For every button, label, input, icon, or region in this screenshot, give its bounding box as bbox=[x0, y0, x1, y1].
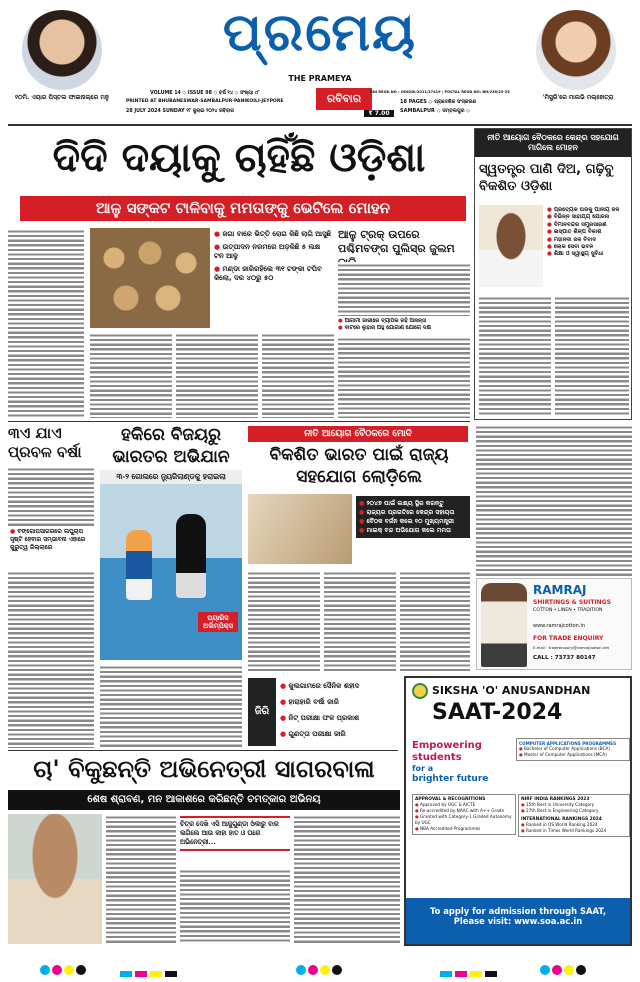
price-label: ₹ 7.00 bbox=[364, 110, 394, 117]
lead-bullets bbox=[214, 230, 332, 283]
player-left bbox=[126, 530, 152, 600]
reg-dot bbox=[296, 965, 306, 975]
lead-text-col4 bbox=[262, 332, 334, 418]
sagarbala-text-c bbox=[294, 814, 400, 944]
soa-cta-line-2: Please visit: www.soa.ac.in bbox=[453, 916, 583, 926]
reg-dot bbox=[320, 965, 330, 975]
mohan-kicker: ନୀତି ଆୟୋଗ ବୈଠକରେ କେନ୍ଦ୍ର ସହଯୋଗ ମାଗିଲେ ମୋହନ bbox=[475, 129, 631, 157]
ramraj-model bbox=[481, 583, 527, 667]
sagarbala-pullquote: ଚିତ୍ର ଦେଖି ଏସି ଆଜୁଗୁଣ୍ଡା ଓଁକାରୁ ବାର ଲଗିଲେ ଆଉ କାହା ହାତ ଓ ଘରେ ଅଭିନେତ୍ରୀ... bbox=[180, 816, 290, 851]
mohan-text-b bbox=[555, 295, 629, 417]
ramraj-tagline: SHIRTINGS & SUITINGS bbox=[533, 599, 611, 606]
reg-dot bbox=[564, 965, 574, 975]
niti-bottom-bullet: ● ନିଟ୍ ପରୀକ୍ଷା ଫଳ ପ୍ରକାଶ bbox=[280, 710, 470, 726]
mohan-box bbox=[474, 128, 632, 420]
niti-text-c bbox=[400, 570, 470, 672]
mohan-photo bbox=[479, 205, 543, 287]
masthead bbox=[0, 0, 640, 125]
soa-tag-3: for a bbox=[412, 764, 434, 773]
reg-bar bbox=[485, 971, 497, 977]
reg-bar bbox=[135, 971, 147, 977]
hockey-subhead: ୩-୨ ଗୋଲରେ ନ୍ୟୁଜିଲାଣ୍ଡକୁ ହରାଇଲା bbox=[100, 470, 242, 484]
reg-dot bbox=[64, 965, 74, 975]
soa-intl: ● Ranked in QS World Ranking 2024 bbox=[521, 822, 627, 828]
soa-programmes bbox=[516, 738, 630, 761]
soa-tag-4: brighter future bbox=[412, 774, 489, 784]
side-headline: ଆଳୁ ଟ୍ରକ୍ ଉପରେ ପଶ୍ଚିମବଙ୍ଗ ପୁଲିସ୍‌ର ଜୁଲମ bbox=[338, 228, 455, 255]
hockey-text bbox=[100, 664, 242, 748]
lead-text-col2 bbox=[90, 332, 172, 418]
reg-dot bbox=[576, 965, 586, 975]
rain-text bbox=[8, 466, 94, 526]
reg-bar bbox=[120, 971, 132, 977]
rni-line: RNI REGD NO : ODIODI/2011/37419 | POSTAL REGD NO: BH/236/23-25 bbox=[370, 90, 510, 94]
niti-bullet: ● ବୈଠକ ବର୍ଜନ କଲେ ୧୦ ମୁଖ୍ୟମନ୍ତ୍ରୀ bbox=[359, 517, 467, 526]
modi-photo bbox=[248, 494, 352, 564]
reg-dot bbox=[52, 965, 62, 975]
reg-bar bbox=[165, 971, 177, 977]
soa-ad bbox=[404, 676, 632, 946]
reg-dot bbox=[540, 965, 550, 975]
reg-bar bbox=[470, 971, 482, 977]
rain-bullet: ● ବଙ୍ଗୋପସାଗରରେ ଲଘୁଚାପ ସୃଷ୍ଟି ହେବାର ସମ୍ଭାବନା ଏହାରେ ଗୁରୁତ୍ୱ ଜିଲ୍ଲାରେ bbox=[10, 528, 94, 552]
newspaper-title: ପ୍ରମେୟ bbox=[222, 2, 418, 63]
niti-bottom-bullet: ● କୁଲଗାମରେ ସୈନିକ ଶହୀଦ bbox=[280, 678, 470, 694]
soa-programme: ● Bachelor of Computer Applications (BCA) bbox=[519, 746, 627, 752]
soa-approval-title: APPROVAL & RECOGNITIONS bbox=[415, 797, 486, 802]
soa-cta-line-1: To apply for admission through SAAT, bbox=[429, 906, 607, 916]
niti-bullet: ● ରାଜ୍ୟର ପ୍ରଗତିରେ କେନ୍ଦ୍ର ସହାୟତା bbox=[359, 508, 467, 517]
ramraj-email: E-mail : tradeenquiry@ramrajcotton.net bbox=[533, 645, 610, 650]
reg-dot bbox=[40, 965, 50, 975]
reg-dot bbox=[308, 965, 318, 975]
sagarbala-photo bbox=[8, 814, 102, 944]
ramraj-enquiry: FOR TRADE ENQUIRY bbox=[533, 635, 604, 642]
reg-bar bbox=[440, 971, 452, 977]
niti-kicker: ନୀତି ଆୟୋଗ ବୈଠକରେ ମୋଦି bbox=[248, 426, 468, 442]
ramraj-sub: COTTON • LINEN • TRADITION bbox=[533, 608, 603, 613]
hockey-headline: ହକିରେ ବିଜୟରୁ ଭାରତର ଅଭିଯାନ bbox=[112, 425, 230, 467]
soa-intl-title: INTERNATIONAL RANKINGS 2024 bbox=[521, 817, 602, 822]
mohan-headline: ସ୍ୱତନ୍ତ୍ର ପାଣି ଦିଅ, ଗଢ଼ିବୁ ବିକଶିତ ଓଡ଼ିଶା bbox=[479, 162, 614, 194]
mohan-bullets bbox=[547, 207, 629, 259]
soa-programmes-title: COMPUTER APPLICATIONS PROGRAMMES bbox=[519, 741, 617, 746]
niti-bullet: ● ୨୦୪୭ ପାଇଁ ଲକ୍ଷ୍ୟ ସ୍ଥିର କରନ୍ତୁ bbox=[359, 499, 467, 508]
volume-line: VOLUME 14 ◇ ISSUE 98 ◇ ବର୍ଷ ୧୪ ◇ ସଂଖ୍ୟା ୯୮ bbox=[150, 91, 260, 96]
niti-bottom-tag: ଜିରି bbox=[248, 678, 276, 746]
soa-nirf: ● 15th Best in University Category bbox=[521, 802, 627, 808]
registration-bars-mid bbox=[120, 962, 180, 981]
lead-bullet: ● ମଣ୍ଡା ଜାରିରହିଲେ ୩୧ ଟଙ୍କା ଟପିବ କିଲୋ, ଦର ୪୦ରୁ ୫୦ bbox=[214, 265, 332, 283]
registration-bars-right bbox=[440, 962, 500, 981]
registration-marks-center bbox=[296, 960, 344, 979]
soa-exam: SAAT-2024 bbox=[432, 700, 563, 725]
niti-bullets bbox=[356, 496, 470, 538]
mohan-bullet: ● ବିଭିନ୍ନ ସାହାଯ୍ୟ ଯୋଜନା bbox=[547, 214, 629, 221]
mohan-bullet: ● ମହାନଦୀ ଜଳ ବିବାଦ bbox=[547, 237, 629, 244]
right-promo-photo bbox=[536, 10, 616, 90]
soa-rankings bbox=[518, 794, 630, 837]
lead-headline: ଦିଦି ଦୟାକୁ ଚାହିଁଛି ଓଡ଼ିଶା bbox=[52, 135, 426, 181]
ramraj-brand: RAMRAJ bbox=[533, 583, 587, 597]
side-bullet: ● ବାଟରେ ଲୁହାର ଅହୁ ଯୋଗାଣ ଯୋଗେ ଦକ୍ଷ bbox=[338, 325, 470, 332]
printed-line: PRINTED AT BHUBANESWAR·SAMBALPUR·PANIKOILI·JEYPORE bbox=[126, 99, 284, 104]
lead-bullet: ● ଜଗା ବାରେ ଭିତ୍ତି ରୋଗ କିଛି ଲାଗି ଆସୁଛି bbox=[214, 230, 332, 239]
section-rule-2 bbox=[8, 750, 398, 751]
soa-approval: ● Re-accredited by NAAC with A++ Grade bbox=[415, 808, 513, 814]
niti-text-a bbox=[248, 570, 320, 672]
section-rule-1 bbox=[8, 421, 470, 422]
registration-marks-left bbox=[40, 960, 88, 979]
soa-nirf-title: NIRF INDIA RANKINGS 2023 bbox=[521, 797, 590, 802]
soa-nirf: ● 27th Best in Engineering Category bbox=[521, 808, 627, 814]
niti-bottom-bullet: ● ଗୁଣତ୍ତା ପରୀକ୍ଷା ଜାରି bbox=[280, 726, 470, 742]
mohan-bullet: ● ଲୋକ ସେବା ଭବନ bbox=[547, 244, 629, 251]
right-col-text bbox=[476, 424, 632, 576]
sagarbala-text-b bbox=[180, 868, 290, 944]
mohan-bullet: ● ବିମାନବନ୍ଦର ସମ୍ପ୍ରସାରଣ bbox=[547, 222, 629, 229]
side-bullets bbox=[338, 318, 470, 332]
hockey-photo bbox=[100, 484, 242, 660]
date-line: 28 JULY 2024 SUNDAY ୨୮ ଜୁଲାଇ ୨୦୨୪ ରବିବାର bbox=[126, 109, 234, 114]
reg-bar bbox=[455, 971, 467, 977]
sagarbala-headline: ଚା' ବିକୁଛନ୍ତି ଅଭିନେତ୍ରୀ ସାଗରବାଳା bbox=[33, 755, 375, 783]
soa-approval: ● Approved by UGC & AICTE bbox=[415, 802, 513, 808]
side-text bbox=[338, 262, 470, 316]
reg-bar bbox=[150, 971, 162, 977]
day-label: ରବିବାର bbox=[316, 88, 372, 110]
right-promo-caption: 'ମିସ୍ଟ୍ରି'ରେ ମାଲଭି ମଲ୍ହୋତ୍ରା bbox=[542, 94, 614, 101]
niti-bottom-bullet: ● ହାରାହାରି ବର୍ଷା ଜାରି bbox=[280, 694, 470, 710]
rain-text-2 bbox=[8, 570, 94, 748]
mohan-bullet: ● ଶିକ୍ଷା ଓ ସ୍ୱାସ୍ଥ୍ୟ ସୁବିଧା bbox=[547, 251, 629, 258]
pages-line: 18 PAGES ◇ ପ୍ରାଦେଶିକ ସଂସ୍କରଣ bbox=[400, 99, 477, 105]
soa-tag-2: students bbox=[412, 752, 462, 763]
mohan-bullet: ● ଇସ୍ପାତ ଶିଳ୍ପ ବିକାଶ bbox=[547, 229, 629, 236]
soa-logo-icon bbox=[412, 683, 428, 699]
reg-dot bbox=[552, 965, 562, 975]
soa-approval: ● Granted with Category-1 Graded Autonomy by UGC bbox=[415, 814, 513, 826]
registration-marks-right bbox=[540, 960, 588, 979]
reg-dot bbox=[332, 965, 342, 975]
newspaper-subtitle: THE PRAMEYA bbox=[288, 74, 352, 83]
soa-name: SIKSHA 'O' ANUSANDHAN bbox=[432, 684, 591, 697]
lead-subhead: ଆଳୁ ସଙ୍କଟ ଟାଳିବାକୁ ମମତାଙ୍କୁ ଭେଟିଲେ ମୋହନ bbox=[20, 196, 466, 221]
sagarbala-text-a bbox=[106, 814, 176, 944]
lead-text-col1 bbox=[8, 228, 84, 418]
soa-tag-1: Empowering bbox=[412, 740, 482, 751]
mohan-bullet: ● ପ୍ରତ୍ୟେକ ଘରକୁ ପାନୀୟ ଜଳ bbox=[547, 207, 629, 214]
reg-dot bbox=[76, 965, 86, 975]
soa-cta bbox=[406, 898, 630, 944]
rain-headline: ୩ଏ ଯାଏ ପ୍ରବଳ ବର୍ଷା bbox=[8, 424, 82, 461]
niti-headline: ବିକଶିତ ଭାରତ ପାଇଁ ରାଜ୍ୟ ସହଯୋଗ ଲୋଡ଼ିଲେ bbox=[269, 445, 449, 487]
left-promo-photo bbox=[22, 10, 102, 90]
potato-photo bbox=[90, 228, 210, 328]
niti-bullet: ● ମାଇକ୍ ବନ୍ଦ ଅଭିଯୋଗ କଲେ ମମତା bbox=[359, 526, 467, 535]
sagarbala-subhead: ଶେଷ ଶ୍ରାବଣ, ମନ ଆକାଶରେ କରିଛନ୍ତି ଚମତ୍କାର ଅଭିନୟ bbox=[8, 790, 400, 810]
lead-text-col3 bbox=[176, 332, 258, 418]
ramraj-ad bbox=[476, 578, 632, 670]
soa-programme: ● Master of Computer Applications (MCA) bbox=[519, 752, 627, 758]
player-right bbox=[176, 514, 206, 598]
soa-intl: ● Ranked in Times World Rankings 2024 bbox=[521, 828, 627, 834]
hockey-photo-label: ପ୍ୟାରିସ ଅଲିମ୍ପିକ୍ସ bbox=[198, 612, 238, 632]
side-text-2 bbox=[338, 336, 470, 418]
ramraj-url: www.ramrajcotton.in bbox=[533, 623, 586, 629]
masthead-rule bbox=[8, 124, 632, 126]
edition-line: SAMBALPUR ◇ ସମ୍ବଲପୁର ◇ bbox=[400, 108, 471, 114]
left-promo-caption: ୧୦ମି. ଏୟାର ପିସ୍ତଲ ଫାଇନାଲ୍‌ରେ ମନୁ bbox=[15, 94, 109, 101]
ramraj-call: CALL : 73737 80147 bbox=[533, 655, 596, 661]
lead-bullet: ● ଉତ୍ପାଦନ ନରମରେ ଅଡ଼କିଛି ୫ ଲକ୍ଷ ଟନ ଆଳୁ bbox=[214, 243, 332, 261]
niti-text-b bbox=[324, 570, 396, 672]
soa-approvals bbox=[412, 794, 516, 835]
side-bullet: ● ଆଗାମୀ ଜାରୀରେ ବ୍ୟାପକ ରହି ଆସନ୍ତା bbox=[338, 318, 470, 325]
mohan-text-a bbox=[479, 295, 551, 417]
soa-approval: ● NBA Accredited Programmes bbox=[415, 826, 513, 832]
